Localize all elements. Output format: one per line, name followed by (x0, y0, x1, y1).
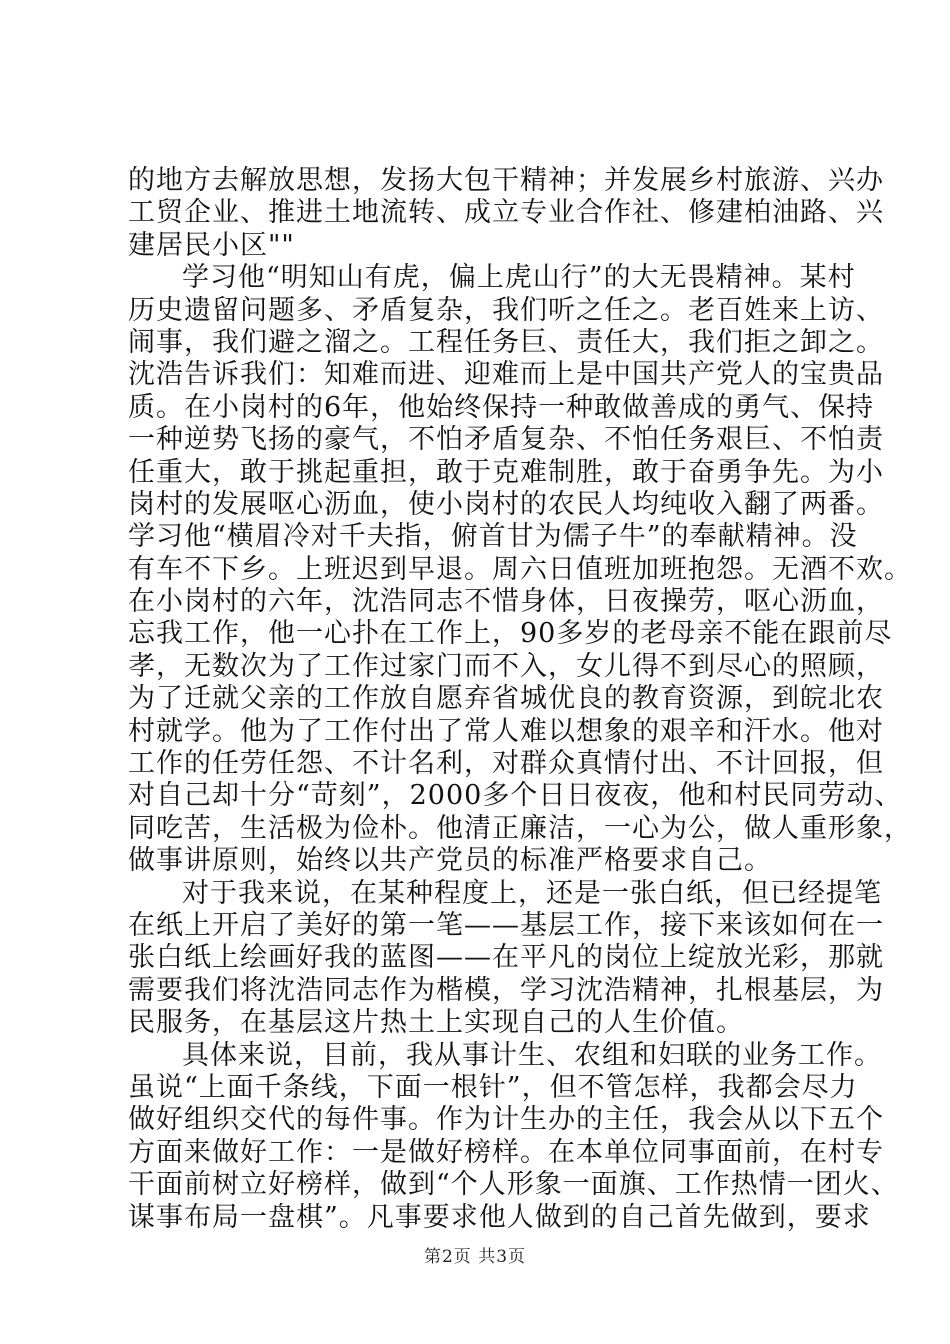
text-line: 村就学。他为了工作付出了常人难以想象的艰辛和汗水。他对 (128, 715, 884, 747)
text-line: 闹事，我们避之溜之。工程任务巨、责任大，我们拒之卸之。 (128, 326, 884, 358)
text-line: 任重大，敢于挑起重担，敢于克难制胜，敢于奋勇争先。为小 (128, 456, 884, 488)
text-line: 建居民小区"" (128, 229, 295, 261)
text-line: 在纸上开启了美好的第一笔——基层工作，接下来该如何在一 (128, 909, 884, 941)
text-line: 学习他“横眉冷对千夫指，俯首甘为儒子牛”的奉献精神。没 (128, 521, 858, 553)
page-footer: 第2页 共3页 (423, 1247, 527, 1267)
text-line: 同吃苦，生活极为俭朴。他清正廉洁，一心为公，做人重形象， (128, 812, 912, 844)
text-line: 历史遗留问题多、矛盾复杂，我们听之任之。老百姓来上访、 (128, 294, 884, 326)
text-line: 需要我们将沈浩同志作为楷模，学习沈浩精神，扎根基层，为 (128, 974, 884, 1006)
text-line: 做事讲原则，始终以共产党员的标准严格要求自己。 (128, 845, 772, 877)
body-text (128, 165, 912, 1234)
text-line: 具体来说，目前，我从事计生、农组和妇联的业务工作。 (182, 1039, 882, 1071)
text-line: 干面前树立好榜样，做到“个人形象一面旗、工作热情一团火、 (128, 1169, 899, 1201)
text-line: 质。在小岗村的6年，他始终保持一种敢做善成的勇气、保持 (128, 391, 875, 423)
text-line: 谋事布局一盘棋”。凡事要求他人做到的自己首先做到，要求 (128, 1201, 871, 1233)
text-line: 做好组织交代的每件事。作为计生办的主任，我会从以下五个 (128, 1104, 884, 1136)
text-line: 虽说“上面千条线，下面一根针”，但不管怎样，我都会尽力 (128, 1071, 858, 1103)
text-line: 孝，无数次为了工作过家门而不入，女儿得不到尽心的照顾， (128, 650, 884, 682)
text-line: 工作的任劳任怨、不计名利，对群众真情付出、不计回报，但 (128, 748, 884, 780)
text-line: 方面来做好工作：一是做好榜样。在本单位同事面前，在村专 (128, 1136, 884, 1168)
text-line: 为了迁就父亲的工作放自愿弃省城优良的教育资源，到皖北农 (128, 683, 884, 715)
text-line: 忘我工作，他一心扑在工作上，90多岁的老母亲不能在跟前尽 (128, 618, 893, 650)
text-line: 一种逆势飞扬的豪气，不怕矛盾复杂、不怕任务艰巨、不怕责 (128, 424, 884, 456)
text-line: 工贸企业、推进土地流转、成立专业合作社、修建柏油路、兴 (128, 197, 884, 229)
text-line: 对于我来说，在某种程度上，还是一张白纸，但已经提笔 (182, 877, 882, 909)
text-line: 在小岗村的六年，沈浩同志不惜身体，日夜操劳，呕心沥血， (128, 586, 884, 618)
text-line: 民服务，在基层这片热土上实现自己的人生价值。 (128, 1007, 744, 1039)
text-line: 沈浩告诉我们：知难而进、迎难而上是中国共产党人的宝贵品 (128, 359, 884, 391)
text-line: 的地方去解放思想，发扬大包干精神；并发展乡村旅游、兴办 (128, 165, 884, 196)
text-line: 对自己却十分“苛刻”，2000多个日日夜夜，他和村民同劳动、 (128, 780, 903, 812)
text-line: 有车不下乡。上班迟到早退。周六日值班加班抱怨。无酒不欢。 (128, 553, 912, 585)
text-line: 张白纸上绘画好我的蓝图——在平凡的岗位上绽放光彩，那就 (128, 942, 884, 974)
text-line: 岗村的发展呕心沥血，使小岗村的农民人均纯收入翻了两番。 (128, 488, 884, 520)
text-line: 学习他“明知山有虎，偏上虎山行”的大无畏精神。某村 (182, 262, 856, 294)
